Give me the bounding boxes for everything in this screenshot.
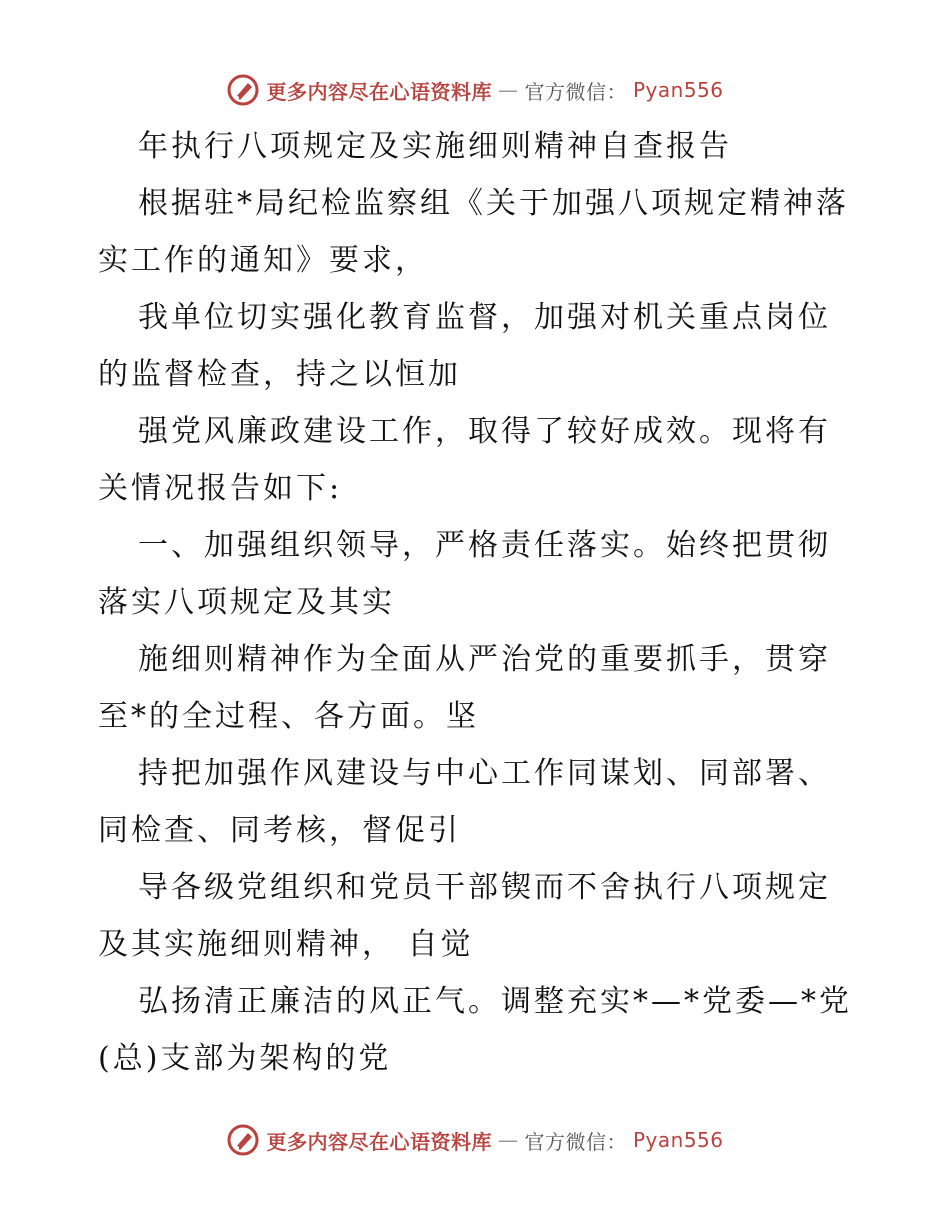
pen-nib-logo-icon xyxy=(226,1123,260,1157)
banner-separator: — xyxy=(497,1128,519,1152)
header-watermark-banner xyxy=(0,70,950,110)
document-title: 年执行八项规定及实施细则精神自查报告 xyxy=(138,129,732,164)
document-paragraph: 施细则精神作为全面从严治党的重要抓手，贯穿至*的全过程、各方面。坚 xyxy=(98,642,831,734)
banner-wechat-id: Pyan556 xyxy=(632,1128,724,1152)
document-paragraph: 根据驻*局纪检监察组《关于加强八项规定精神落实工作的通知》要求， xyxy=(98,186,849,278)
footer-watermark-banner xyxy=(0,1120,950,1160)
document-paragraph: 强党风廉政建设工作，取得了较好成效。现将有关情况报告如下: xyxy=(98,414,831,506)
pen-nib-logo-icon xyxy=(226,73,260,107)
banner-main-text: 更多内容尽在心语资料库 xyxy=(266,1129,492,1154)
document-paragraph: 一、加强组织领导，严格责任落实。始终把贯彻落实八项规定及其实 xyxy=(98,528,831,620)
banner-main-text: 更多内容尽在心语资料库 xyxy=(266,79,492,104)
banner-wechat-label: 官方微信： xyxy=(524,79,627,104)
banner-wechat-id: Pyan556 xyxy=(632,78,724,102)
document-paragraph: 持把加强作风建设与中心工作同谋划、同部署、同检查、同考核，督促引 xyxy=(98,756,831,848)
document-body xyxy=(98,118,858,1087)
document-paragraph: 我单位切实强化教育监督，加强对机关重点岗位的监督检查，持之以恒加 xyxy=(98,300,831,392)
document-paragraph: 导各级党组织和党员干部锲而不舍执行八项规定及其实施细则精神， 自觉 xyxy=(98,870,831,962)
banner-separator: — xyxy=(497,78,519,102)
banner-wechat-label: 官方微信： xyxy=(524,1129,627,1154)
document-paragraph: 弘扬清正廉洁的风正气。调整充实*—*党委—*党(总)支部为架构的党 xyxy=(98,984,852,1076)
